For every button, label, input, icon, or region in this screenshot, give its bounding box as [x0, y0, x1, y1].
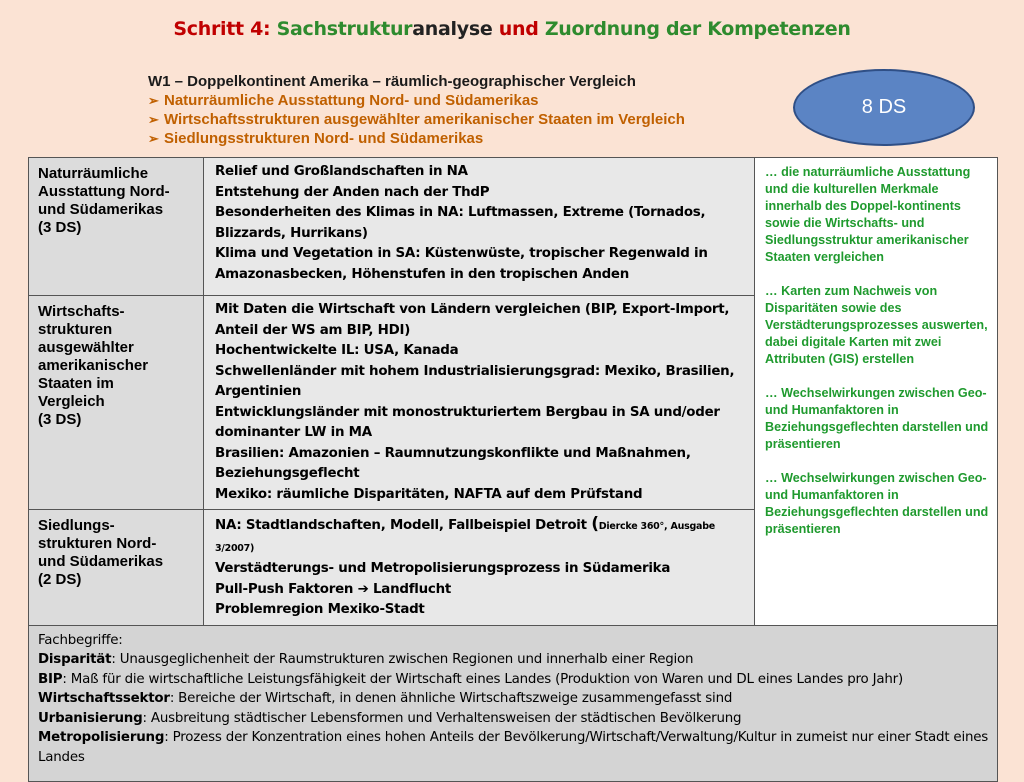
content-line: Beziehungsgeflecht	[215, 466, 360, 481]
subheading-bullet	[148, 91, 788, 110]
competence-item: … Karten zum Nachweis von Disparitäten sowie des Verstädterungsprozesses auswerten, dabei digitale Karten mit zwei Attributen (GIS) erstellen	[765, 284, 988, 366]
content-line: Besonderheiten des Klimas in NA: Luftmassen, Extreme (Tornados,	[215, 205, 706, 220]
content-line: Schwellenländer mit hohem Industrialisierungsgrad: Mexiko, Brasilien,	[215, 363, 735, 379]
subheading-bullet-text: Wirtschaftsstrukturen ausgewählter amerikanischer Staaten im Vergleich	[164, 111, 685, 128]
topic-line: Vergleich	[38, 393, 105, 410]
subheading-main: W1 – Doppelkontinent Amerika – räumlich-geographischer Vergleich	[148, 73, 636, 90]
content-cell	[204, 296, 755, 510]
glossary-term: Disparität	[38, 652, 112, 668]
content-line: Argentinien	[215, 384, 302, 399]
topic-line: Staaten im	[38, 375, 114, 392]
glossary-entry	[38, 650, 989, 670]
title-part-3: analyse	[412, 18, 499, 40]
topic-line: und Südamerikas	[38, 553, 164, 570]
topic-line: strukturen Nord-	[38, 535, 157, 552]
content-line	[215, 514, 748, 559]
glossary-definition: : Maß für die wirtschaftliche Leistungsfähigkeit der Wirtschaft eines Landes (Produktion von Waren und DL eines Landes pro Jahr)	[62, 671, 903, 687]
glossary-heading: Fachbegriffe:	[38, 632, 123, 648]
glossary-entry	[38, 689, 989, 709]
content-line: Blizzards, Hurrikans)	[215, 225, 368, 241]
glossary-definition: : Unausgeglichenheit der Raumstrukturen zwischen Regionen und innerhalb einer Region	[111, 652, 694, 668]
subheading-bullet	[148, 129, 788, 148]
content-line: Relief und Großlandschaften in NA	[215, 164, 468, 179]
topic-line: strukturen	[38, 321, 113, 338]
glossary-term: Urbanisierung	[38, 710, 143, 726]
content-line: Pull-Push Faktoren ➔ Landflucht	[215, 581, 452, 597]
topic-line: (2 DS)	[38, 571, 82, 588]
topic-line: (3 DS)	[38, 411, 82, 428]
subheading-bullet-text: Siedlungsstrukturen Nord- und Südamerikas	[164, 130, 484, 147]
glossary-term: BIP	[38, 671, 63, 687]
content-line: Entwicklungsländer mit monostrukturiertem Bergbau in SA und/oder	[215, 404, 720, 420]
glossary-term: Wirtschaftssektor	[38, 691, 170, 707]
content-line: dominanter LW in MA	[215, 425, 372, 440]
topic-line: und Südamerikas	[38, 201, 164, 218]
content-line: Verstädterungs- und Metropolisierungsprozess in Südamerika	[215, 561, 671, 576]
competences-cell	[755, 158, 998, 626]
title-part-4: und	[498, 18, 545, 40]
structure-table	[28, 157, 998, 782]
content-line: Entstehung der Anden nach der ThdP	[215, 184, 490, 200]
glossary-cell	[29, 625, 998, 781]
content-source-note: Diercke 360°, Ausgabe 3/2007)	[215, 521, 715, 554]
content-line: Anteil der WS am BIP, HDI)	[215, 322, 411, 338]
subheading-bullet	[148, 110, 788, 129]
topic-cell	[29, 158, 204, 296]
table-row	[29, 625, 998, 781]
topic-line: Siedlungs-	[38, 517, 115, 534]
glossary-definition: : Prozess der Konzentration eines hohen Anteils der Bevölkerung/Wirtschaft/Verwaltung/Kultur in zumeist nur einer Stadt eines Landes	[38, 730, 989, 766]
content-line: Amazonasbecken, Höhenstufen in den tropischen Anden	[215, 266, 630, 282]
glossary-entry	[38, 728, 989, 767]
subheading-block	[148, 72, 788, 148]
glossary-entry	[38, 670, 989, 690]
title-part-2: Sachstruktur	[276, 18, 413, 40]
topic-line: ausgewählter	[38, 339, 134, 356]
topic-cell	[29, 296, 204, 510]
glossary-entry	[38, 709, 989, 729]
topic-line: Wirtschafts-	[38, 303, 125, 320]
competence-item: … Wechselwirkungen zwischen Geo- und Humanfaktoren in Beziehungsgeflechten darstellen und präsentieren	[765, 386, 989, 451]
content-line: Mexiko: räumliche Disparitäten, NAFTA auf dem Prüfstand	[215, 486, 643, 502]
content-line: Mit Daten die Wirtschaft von Ländern vergleichen (BIP, Export-Import,	[215, 302, 730, 317]
topic-line: Ausstattung Nord-	[38, 183, 170, 200]
arrow-bullet-icon: ➢	[148, 131, 159, 146]
topic-line: amerikanischer	[38, 357, 149, 374]
content-cell	[204, 510, 755, 626]
glossary-definition: : Ausbreitung städtischer Lebensformen und Verhaltensweisen der städtischen Bevölkerung	[142, 710, 742, 726]
content-line: Hochentwickelte IL: USA, Kanada	[215, 343, 459, 358]
competence-item: … die naturräumliche Ausstattung und die kulturellen Merkmale innerhalb des Doppel-kontinents sowie die Wirtschafts- und Siedlungsstruktur amerikanischer Staaten vergleichen	[765, 165, 971, 264]
ds-count-badge: 8 DS	[793, 69, 975, 146]
topic-line: Naturräumliche	[38, 165, 149, 182]
content-paren: (	[591, 514, 599, 534]
table-row	[29, 158, 998, 296]
arrow-bullet-icon: ➢	[148, 112, 159, 127]
subheading-bullet-text: Naturräumliche Ausstattung Nord- und Südamerikas	[164, 92, 539, 109]
content-line: Brasilien: Amazonien – Raumnutzungskonflikte und Maßnahmen,	[215, 445, 691, 461]
content-line-main: NA: Stadtlandschaften, Modell, Fallbeispiel Detroit	[215, 518, 592, 533]
arrow-bullet-icon: ➢	[148, 93, 159, 108]
title-part-1: Schritt 4:	[173, 18, 277, 40]
title-part-5: Zuordnung der Kompetenzen	[544, 18, 851, 40]
glossary-term: Metropolisierung	[38, 730, 165, 746]
page-title	[0, 18, 1024, 40]
topic-line: (3 DS)	[38, 219, 82, 236]
topic-cell	[29, 510, 204, 626]
content-cell	[204, 158, 755, 296]
content-line: Problemregion Mexiko-Stadt	[215, 602, 425, 617]
competence-item: … Wechselwirkungen zwischen Geo- und Humanfaktoren in Beziehungsgeflechten darstellen und präsentieren	[765, 471, 989, 536]
glossary-definition: : Bereiche der Wirtschaft, in denen ähnliche Wirtschaftszweige zusammengefasst sind	[169, 691, 733, 707]
content-line: Klima und Vegetation in SA: Küstenwüste, tropischer Regenwald in	[215, 246, 708, 261]
